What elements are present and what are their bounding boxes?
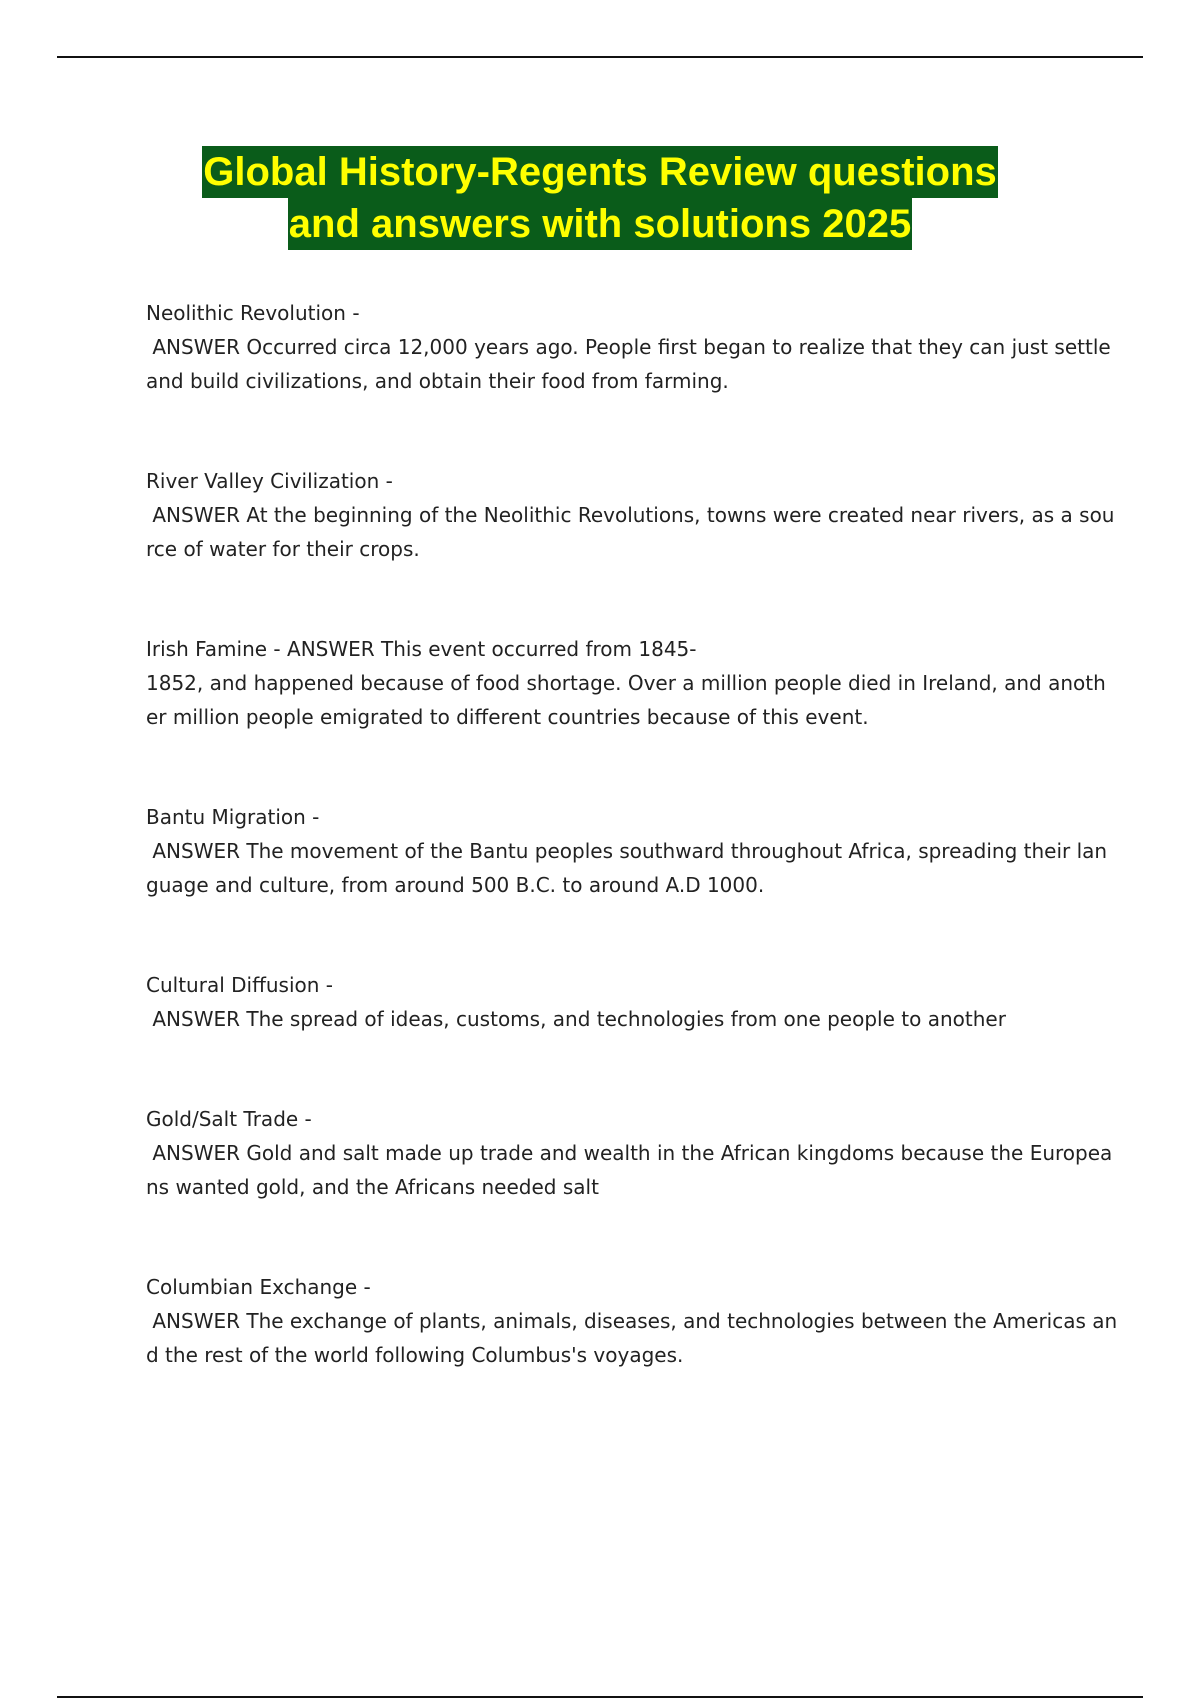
document-title bbox=[0, 146, 1200, 250]
qa-item-neolithic-revolution bbox=[146, 296, 1111, 398]
qa-answer-line: d the rest of the world following Columbus's voyages. bbox=[146, 1343, 684, 1367]
qa-answer-line: ANSWER At the beginning of the Neolithic Revolutions, towns were created near rivers, as a sou bbox=[146, 503, 1115, 527]
qa-term: Cultural Diffusion - bbox=[146, 973, 333, 997]
qa-answer-line: guage and culture, from around 500 B.C. to around A.D 1000. bbox=[146, 873, 765, 897]
qa-answer-line: ANSWER The movement of the Bantu peoples southward throughout Africa, spreading their lan bbox=[146, 839, 1108, 863]
qa-term: Neolithic Revolution - bbox=[146, 301, 360, 325]
qa-answer-line: ns wanted gold, and the Africans needed salt bbox=[146, 1175, 599, 1199]
qa-answer-line: rce of water for their crops. bbox=[146, 537, 420, 561]
qa-answer-line: and build civilizations, and obtain their food from farming. bbox=[146, 369, 729, 393]
qa-list bbox=[146, 296, 1118, 1372]
qa-item-columbian-exchange bbox=[146, 1270, 1118, 1372]
qa-item-irish-famine bbox=[146, 632, 1106, 734]
qa-answer-line: ANSWER Occurred circa 12,000 years ago. People first began to realize that they can just settle bbox=[146, 335, 1111, 359]
title-line-1: Global History-Regents Review questions bbox=[202, 146, 998, 198]
qa-term: Gold/Salt Trade - bbox=[146, 1107, 312, 1131]
qa-answer-line: ANSWER The spread of ideas, customs, and technologies from one people to another bbox=[146, 1007, 1006, 1031]
qa-term: Bantu Migration - bbox=[146, 805, 320, 829]
title-line-2: and answers with solutions 2025 bbox=[288, 198, 912, 250]
qa-item-gold-salt-trade bbox=[146, 1102, 1113, 1204]
qa-answer-line: ANSWER The exchange of plants, animals, diseases, and technologies between the Americas an bbox=[146, 1309, 1118, 1333]
qa-answer-line: 1852, and happened because of food shortage. Over a million people died in Ireland, and anoth bbox=[146, 671, 1106, 695]
qa-item-cultural-diffusion bbox=[146, 968, 1096, 1036]
qa-item-bantu-migration bbox=[146, 800, 1108, 902]
qa-answer-line: ANSWER Gold and salt made up trade and wealth in the African kingdoms because the Europea bbox=[146, 1141, 1113, 1165]
header-rule bbox=[57, 56, 1143, 58]
footer-rule bbox=[57, 1696, 1143, 1698]
qa-term: Columbian Exchange - bbox=[146, 1275, 371, 1299]
qa-term: River Valley Civilization - bbox=[146, 469, 393, 493]
qa-answer-line: er million people emigrated to different countries because of this event. bbox=[146, 705, 869, 729]
qa-term: Irish Famine - ANSWER This event occurred from 1845- bbox=[146, 637, 697, 661]
qa-item-river-valley-civilization bbox=[146, 464, 1115, 566]
